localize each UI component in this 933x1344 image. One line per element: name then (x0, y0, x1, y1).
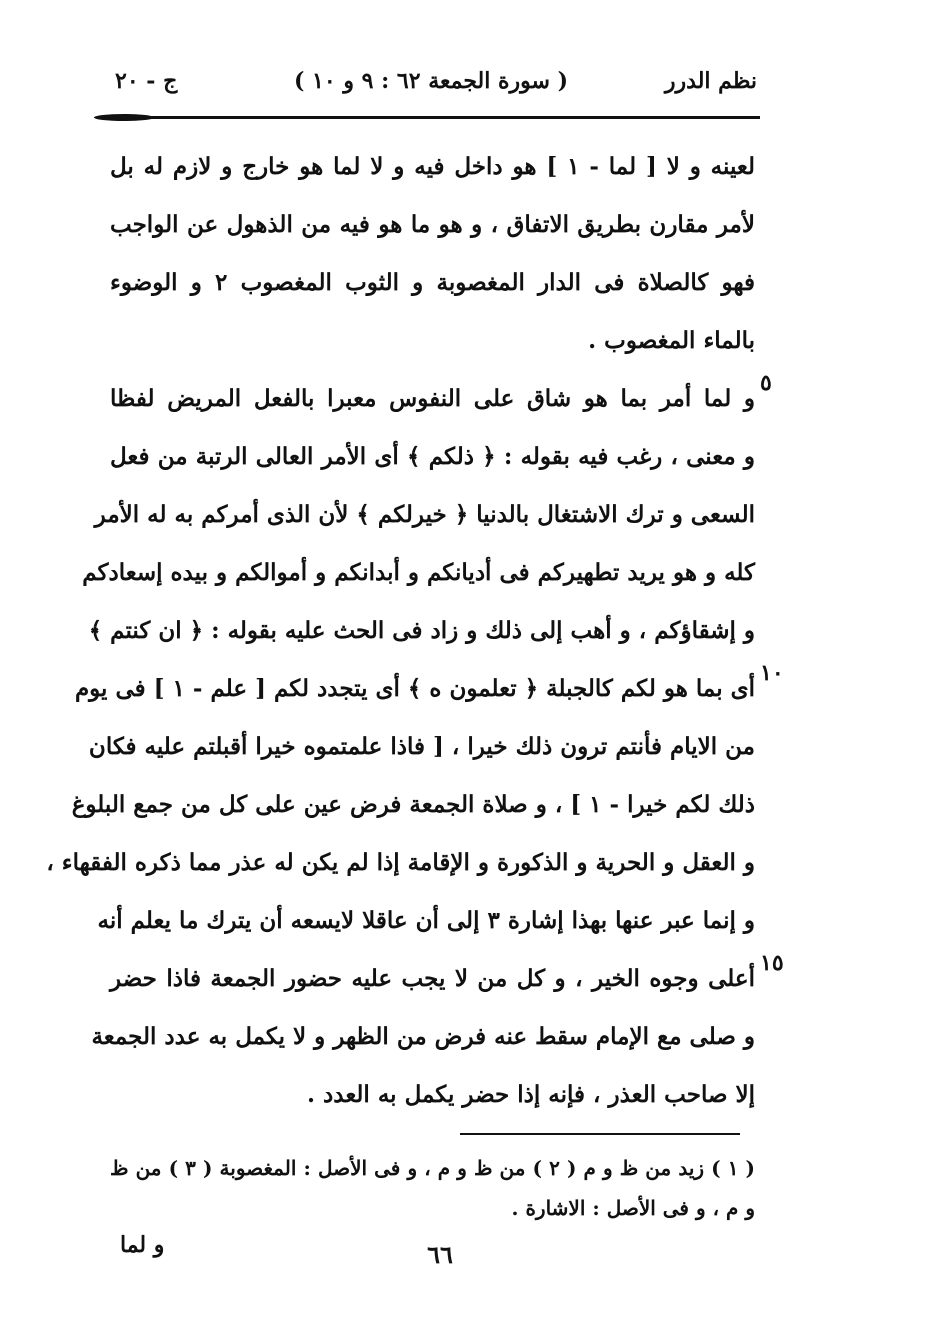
running-header (105, 68, 757, 108)
footnote-rule (460, 1133, 740, 1135)
text-line: لعينه و لا [ لما - ١ ] هو داخل فيه و لا لما هو خارج و لازم له بل (110, 153, 755, 180)
text-line: أعلى وجوه الخير ، و كل من لا يجب عليه حضور الجمعة فاذا حضر (110, 965, 755, 992)
line-number-15: ١٥ (760, 950, 784, 976)
text-line: و لما أمر بما هو شاق على النفوس معبرا بالفعل المريض لفظا (110, 385, 755, 412)
text-line: إلا صاحب العذر ، فإنه إذا حضر يكمل به العدد . (307, 1081, 755, 1108)
footnote-line: و م ، و فى الأصل : الاشارة . (511, 1196, 755, 1220)
footnotes (110, 1148, 755, 1228)
text-line: لأمر مقارن بطريق الاتفاق ، و هو ما هو فيه من الذهول عن الواجب (110, 211, 755, 238)
header-rule (100, 116, 760, 119)
text-line: و صلى مع الإمام سقط عنه فرض من الظهر و لا يكمل به عدد الجمعة (91, 1023, 755, 1050)
text-line: السعى و ترك الاشتغال بالدنيا ﴿ خيرلكم ﴾ لأن الذى أمركم به له الأمر (94, 501, 755, 528)
volume-number: ج - ٢٠ (115, 68, 178, 94)
text-line: و معنى ، رغب فيه بقوله : ﴿ ذلكم ﴾ أى الأمر العالى الرتبة من فعل (110, 443, 755, 470)
text-line: و إشقاؤكم ، و أهب إلى ذلك و زاد فى الحث عليه بقوله : ﴿ ان كنتم ﴾ (88, 617, 755, 644)
text-line: ذلك لكم خيرا - ١ ] ، و صلاة الجمعة فرض عين على كل من جمع البلوغ (71, 791, 755, 818)
text-line: و إنما عبر عنها بهذا إشارة ٣ إلى أن عاقلا لايسعه أن يترك ما يعلم أنه (97, 907, 755, 934)
text-line: و العقل و الحرية و الذكورة و الإقامة إذا لم يكن له عذر مما ذكره الفقهاء ، (46, 849, 755, 876)
catchword: و لما (120, 1232, 165, 1258)
surah-reference: ( سورة الجمعة ٦٢ : ٩ و ١٠ ) (293, 68, 569, 94)
page-number: ٦٦ (427, 1240, 453, 1269)
footnote-line: ( ١ ) زيد من ظ و م ( ٢ ) من ظ و م ، و فى الأصل : المغصوبة ( ٣ ) من ظ (110, 1156, 755, 1180)
text-line: بالماء المغصوب . (588, 327, 755, 354)
main-text (46, 138, 755, 1124)
text-line: أى بما هو لكم كالجبلة ﴿ تعلمون ه ﴾ أى يتجدد لكم [ علم - ١ ] فى يوم (74, 675, 755, 702)
book-title: نظم الدرر (664, 68, 757, 94)
text-line: من الايام فأنتم ترون ذلك خيرا ، [ فاذا علمتموه خيرا أقبلتم عليه فكان (88, 733, 755, 760)
line-number-5: ٥ (760, 370, 772, 396)
text-line: كله و هو يريد تطهيركم فى أديانكم و أبدانكم و أموالكم و بيده إسعادكم (82, 559, 755, 586)
text-line: فهو كالصلاة فى الدار المغصوبة و الثوب المغصوب ٢ و الوضوء (110, 269, 755, 296)
line-number-10: ١٠ (760, 660, 784, 686)
